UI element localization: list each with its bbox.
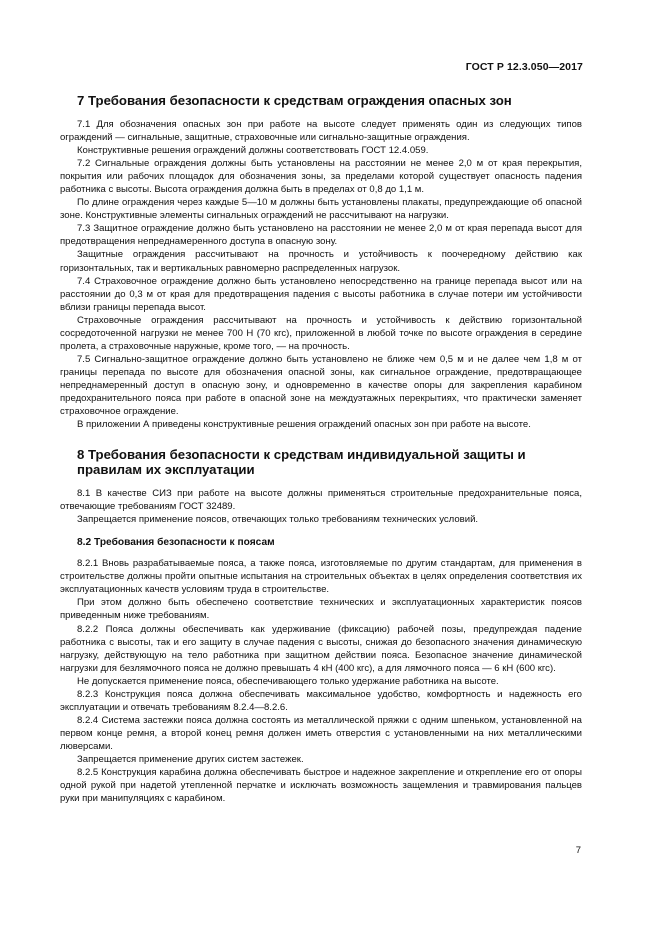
section-7-heading: 7 Требования безопасности к средствам ограждения опасных зон (77, 93, 512, 108)
section-8-2-paragraph: 8.2.2 Пояса должны обеспечивать как удерживание (фиксацию) рабочей позы, предупреждая падение работника с высоты, так и его защиту в случае падения с высоты, снижая до безопасного значения динамическую нагрузку, действующую на тело работника при защитном действии пояса. Безопасное значение динамической нагрузки для безлямочного пояса не должно превышать 4 кН (400 кгс), а для лямочного пояса — 6 кН (600 кгс). (60, 623, 582, 674)
section-7-paragraph: 7.1 Для обозначения опасных зон при работе на высоте следует применять один из следующих типов ограждений — сигнальные, защитные, страховочные или сигнально-защитные ограждения. (60, 119, 582, 144)
section-8-paragraph: Запрещается применение поясов, отвечающих только требованиям технических условий. (77, 514, 479, 526)
section-7-paragraph: В приложении А приведены конструктивные решения ограждений опасных зон при работе на высоте. (77, 419, 531, 431)
section-8-2-heading: 8.2 Требования безопасности к поясам (77, 537, 275, 549)
page-content (60, 93, 582, 805)
section-7-paragraph: 7.3 Защитное ограждение должно быть установлено на расстоянии не менее 2,0 м от края перепада высот для предотвращения непреднамеренного доступа в опасную зону. (60, 223, 582, 248)
section-8-2-paragraph: 8.2.1 Вновь разрабатываемые пояса, а также пояса, изготовляемые по другим стандартам, для применения в строительстве должны пройти опытные испытания на строительных объектах в целях определения соответствия их эксплуатационных качеств условиям труда в строительстве. (60, 558, 582, 596)
section-8-paragraph: 8.1 В качестве СИЗ при работе на высоте должны применяться строительные предохранительные пояса, отвечающие требованиям ГОСТ 32489. (60, 488, 582, 513)
section-8-2-paragraph: Не допускается применение пояса, обеспечивающего только удержание работника на высоте. (77, 675, 499, 687)
section-7-paragraph: 7.4 Страховочное ограждение должно быть установлено непосредственно на границе перепада высот или на расстоянии до 0,3 м от края для предотвращения падения с высоты работника в случае потери им устойчивости вблизи границы перепада высот. (60, 275, 582, 313)
section-8-heading: 8 Требования безопасности к средствам индивидуальной защиты и правилам их эксплуатации (77, 447, 526, 478)
page-number: 7 (575, 845, 581, 856)
section-8-2-paragraph: Запрещается применение других систем застежек. (77, 753, 304, 765)
document-code-header: ГОСТ Р 12.3.050—2017 (465, 61, 583, 73)
section-7-paragraph: Конструктивные решения ограждений должны соответствовать ГОСТ 12.4.059. (77, 145, 429, 157)
section-7-paragraph: 7.2 Сигнальные ограждения должны быть установлены на расстоянии не менее 2,0 м от края перекрытия, покрытия или рабочих площадок для обозначения зоны, за пределами которой существует опасность падения работника с высоты. Высота ограждения должна быть в пределах от 0,8 до 1,1 м. (60, 158, 582, 196)
section-8-2-paragraph: 8.2.3 Конструкция пояса должна обеспечивать максимальное удобство, комфортность и надежность его эксплуатации и отвечать требованиям 8.2.4—8.2.6. (60, 688, 582, 713)
section-7-paragraph: Защитные ограждения рассчитывают на прочность и устойчивость к поочередному действию как горизонтальных, так и вертикальных равномерно распределенных нагрузок. (60, 249, 582, 274)
section-8-2-paragraph: При этом должно быть обеспечено соответствие технических и эксплуатационных характеристик поясов приведенным ниже требованиям. (60, 597, 582, 622)
section-8-2-paragraph: 8.2.5 Конструкция карабина должна обеспечивать быстрое и надежное закрепление и открепление его от опоры одной рукой при надетой утепленной перчатке и исключать возможность защемления и травмирования пальцев руки при манипуляциях с карабином. (60, 767, 582, 805)
section-8-2-paragraph: 8.2.4 Система застежки пояса должна состоять из металлической пряжки с одним шпеньком, установленной на первом конце ремня, а второй конец ремня должен иметь отверстия с установленными на них металлическими люверсами. (60, 714, 582, 752)
section-7-paragraph: По длине ограждения через каждые 5—10 м должны быть установлены плакаты, предупреждающие об опасной зоне. Конструктивные элементы сигнальных ограждений не рассчитывают на нагрузки. (60, 197, 582, 222)
section-7-paragraph: 7.5 Сигнально-защитное ограждение должно быть установлено не ближе чем 0,5 м и не далее чем 1,8 м от границы перепада по высоте для обозначения опасной зоны, как сигнальное ограждение, предотвращающее непреднамеренный доступ в опасную зону, и одновременно в качестве опоры для закрепления карабином предохранительного пояса при работе в опасной зоне на междуэтажных перекрытиях, что практически заменяет страховочное ограждение. (60, 353, 582, 418)
section-7-paragraph: Страховочные ограждения рассчитывают на прочность и устойчивость к действию горизонтальной сосредоточенной нагрузки не менее 700 Н (70 кгс), приложенной в любой точке по высоте ограждения в середине пролета, а страховочные наружные, кроме того, — на прочность. (60, 314, 582, 352)
